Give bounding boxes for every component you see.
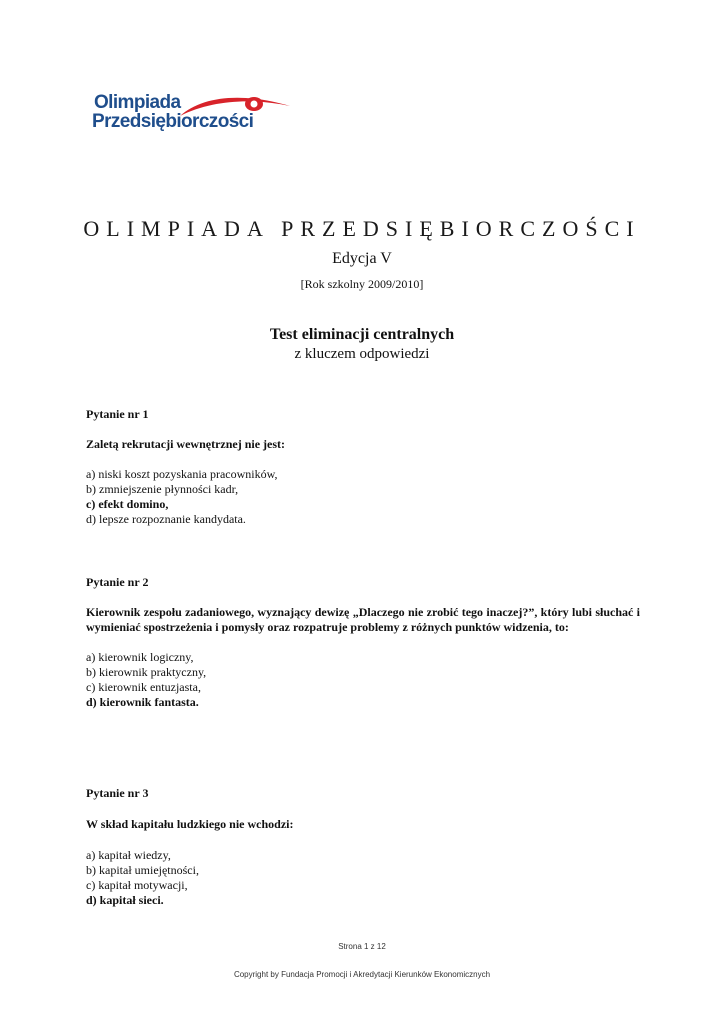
edition-label: Edycja V	[332, 250, 392, 267]
school-year: [Rok szkolny 2009/2010]	[300, 277, 424, 291]
answer-list	[86, 848, 640, 908]
question-3	[86, 786, 640, 908]
logo-text-line1: Olimpiada	[94, 92, 181, 113]
test-title: Test eliminacji centralnych	[269, 326, 455, 343]
question-number: Pytanie nr 3	[86, 786, 149, 800]
test-subtitle: z kluczem odpowiedzi	[294, 346, 430, 362]
question-number: Pytanie nr 2	[86, 575, 149, 589]
question-number: Pytanie nr 1	[86, 407, 149, 421]
answer-list	[86, 650, 640, 710]
question-2	[86, 575, 640, 710]
answer-option: c) kapitał motywacji,	[86, 878, 188, 892]
answer-option-correct: c) efekt domino,	[86, 497, 169, 511]
answer-option: a) kierownik logiczny,	[86, 650, 194, 664]
answer-option-correct: d) kierownik fantasta.	[86, 695, 199, 709]
question-text: Zaletą rekrutacji wewnętrznej nie jest:	[86, 437, 286, 451]
answer-list	[86, 467, 640, 527]
answer-option: d) lepsze rozpoznanie kandydata.	[86, 512, 246, 526]
question-text: W skład kapitału ludzkiego nie wchodzi:	[86, 817, 294, 831]
answer-option: c) kierownik entuzjasta,	[86, 680, 201, 694]
answer-option: a) niski koszt pozyskania pracowników,	[86, 467, 278, 481]
copyright-notice: Copyright by Fundacja Promocji i Akredytacji Kierunków Ekonomicznych	[233, 970, 491, 979]
answer-option: a) kapitał wiedzy,	[86, 848, 171, 862]
olimpiada-logo	[92, 90, 292, 140]
question-1	[86, 407, 640, 527]
answer-option: b) kierownik praktyczny,	[86, 665, 207, 679]
page-number: Strona 1 z 12	[338, 942, 386, 951]
question-text: Kierownik zespołu zadaniowego, wyznający dewizę „Dlaczego nie zrobić tego inaczej?”, który lubi słuchać i wymieniać spostrzeżenia i pomysły oraz rozpatruje problemy z różnych punktów widzenia, to:	[86, 605, 640, 634]
document-title: OLIMPIADA PRZEDSIĘBIORCZOŚCI	[83, 216, 641, 241]
logo-text-line2: Przedsiębiorczości	[92, 111, 254, 132]
answer-option: b) kapitał umiejętności,	[86, 863, 199, 877]
answer-option: b) zmniejszenie płynności kadr,	[86, 482, 239, 496]
answer-option-correct: d) kapitał sieci.	[86, 893, 164, 907]
